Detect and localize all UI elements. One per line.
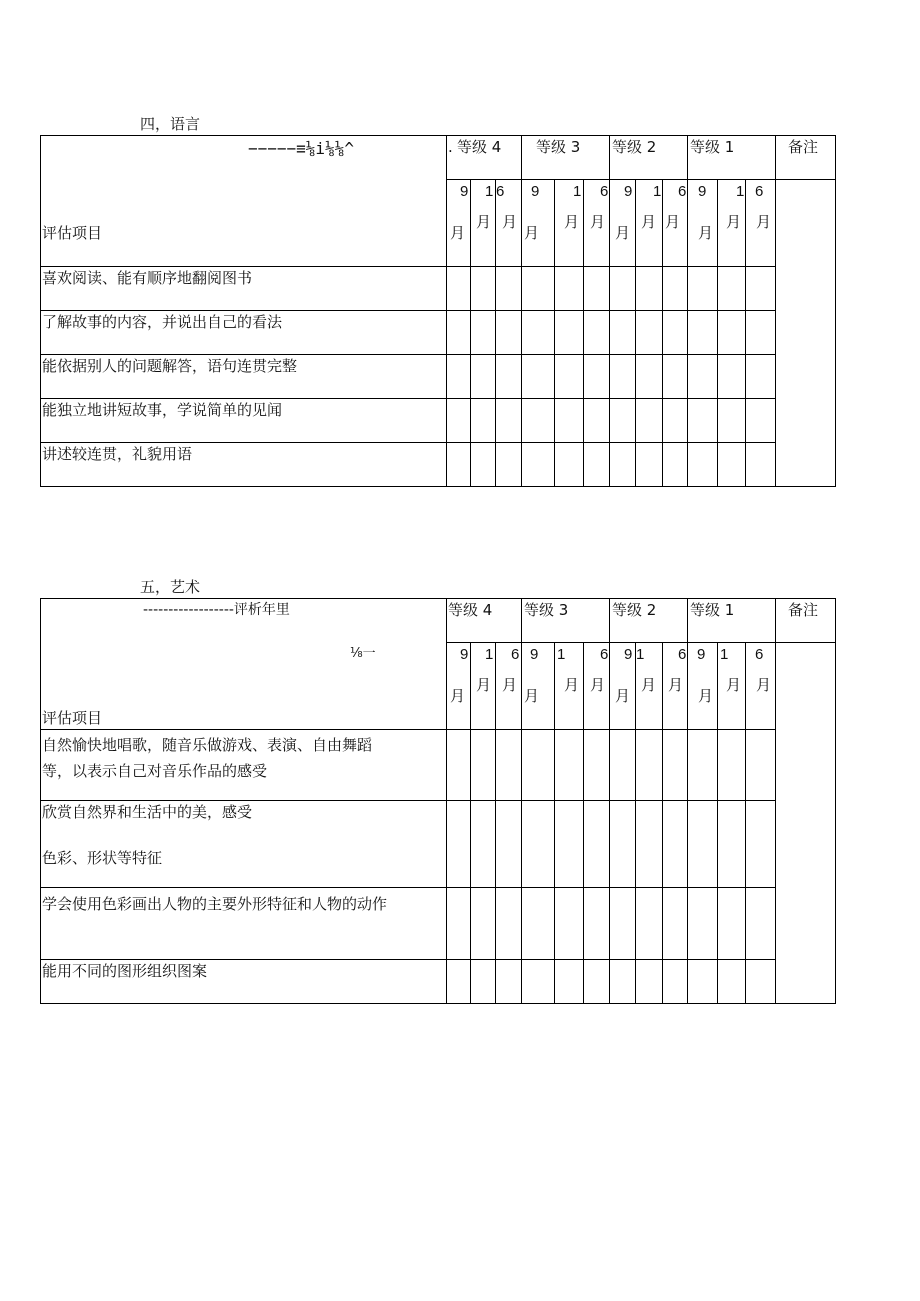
month-char: 月: [502, 213, 518, 231]
month-digit: 1: [557, 646, 566, 663]
col-divider: [609, 135, 610, 487]
level-2-header: 等级 2: [612, 601, 657, 619]
table-row-label: 喜欢阅读、能有顺序地翻阅图书: [42, 269, 253, 287]
row-divider: [40, 887, 776, 888]
col-divider: [717, 179, 718, 487]
month-char: 月: [726, 676, 742, 694]
table-border-left: [40, 135, 41, 487]
level-3-header: 等级 3: [536, 138, 581, 156]
month-digit: 9: [531, 183, 540, 200]
header-garbled-text: ------------------评析年里: [143, 602, 290, 618]
month-digit: 9: [460, 646, 469, 663]
month-digit: 1: [636, 646, 645, 663]
month-char: 月: [756, 213, 772, 231]
col-divider: [609, 598, 610, 1004]
col-divider: [717, 642, 718, 1004]
table-border-right: [835, 135, 836, 487]
table-row-label: 能用不同的图形组织图案: [42, 962, 208, 980]
table-row-label: 能依据别人的问题解答，语句连贯完整: [42, 357, 298, 375]
month-char: 月: [476, 213, 492, 231]
table-row-label: 能独立地讲短故事，学说简单的见闻: [42, 401, 283, 419]
header-divider: [446, 642, 836, 643]
level-4-header: 等级 4: [448, 601, 493, 619]
month-digit: 1: [573, 183, 582, 200]
level-3-header: 等级 3: [524, 601, 569, 619]
section-title: 五，艺术: [140, 578, 201, 596]
col-divider: [662, 179, 663, 487]
header-garbled-text-2: ⅛一: [350, 646, 376, 661]
month-char: 月: [476, 676, 492, 694]
month-char: 月: [641, 213, 657, 231]
col-divider: [635, 642, 636, 1004]
month-char: 月: [450, 224, 466, 242]
col-divider: [745, 179, 746, 487]
col-divider: [583, 642, 584, 1004]
table-row-label: 欣赏自然界和生活中的美，感受: [42, 803, 253, 821]
table-row-label: 了解故事的内容，并说出自己的看法: [42, 313, 283, 331]
month-char: 月: [450, 687, 466, 705]
month-digit: 1: [720, 646, 729, 663]
month-char: 月: [564, 676, 580, 694]
month-char: 月: [524, 224, 540, 242]
remark-header: 备注: [788, 601, 819, 619]
month-char: 月: [590, 676, 606, 694]
month-digit: 9: [624, 646, 633, 663]
table-row-label: 讲述较连贯，礼貌用语: [42, 445, 193, 463]
month-char: 月: [564, 213, 580, 231]
col-divider: [662, 642, 663, 1004]
col-divider: [495, 179, 496, 487]
month-char: 月: [756, 676, 772, 694]
table-row-label: 自然愉快地唱歌，随音乐做游戏、表演、自由舞蹈: [42, 736, 373, 754]
month-char: 月: [641, 676, 657, 694]
col-divider: [470, 642, 471, 1004]
month-char: 月: [615, 224, 631, 242]
month-char: 月: [665, 213, 681, 231]
month-digit: 9: [698, 183, 707, 200]
month-digit: 6: [755, 183, 764, 200]
level-4-header: 等级 4: [457, 138, 502, 156]
table-row-label: 学会使用色彩画出人物的主要外形特征和人物的动作: [42, 895, 388, 913]
col-divider: [554, 642, 555, 1004]
col-divider: [446, 598, 447, 1004]
month-char: 月: [726, 213, 742, 231]
month-digit: 9: [697, 646, 706, 663]
col-divider: [583, 179, 584, 487]
month-digit: 9: [530, 646, 539, 663]
month-digit: 6: [600, 183, 609, 200]
col-divider: [495, 642, 496, 1004]
col-divider: [775, 135, 776, 487]
col-divider: [470, 179, 471, 487]
col-divider: [745, 642, 746, 1004]
item-label: 评估项目: [42, 224, 103, 242]
month-char: 月: [590, 213, 606, 231]
table-row-label: 等，以表示自己对音乐作品的感受: [42, 762, 268, 780]
month-char: 月: [524, 687, 540, 705]
col-divider: [635, 179, 636, 487]
month-digit: 1: [485, 646, 494, 663]
month-digit: 1: [653, 183, 662, 200]
month-digit: 6: [755, 646, 764, 663]
row-divider: [40, 729, 776, 730]
item-label: 评估项目: [42, 709, 103, 727]
col-divider: [775, 598, 776, 1004]
remark-header: 备注: [788, 138, 819, 156]
month-char: 月: [698, 687, 714, 705]
month-digit: 6: [678, 183, 687, 200]
table-border-right: [835, 598, 836, 1004]
col-divider: [521, 135, 522, 487]
month-digit: 1: [736, 183, 745, 200]
header-garbled-text: −−−−−≡⅛i⅛⅛^: [248, 139, 354, 158]
level-1-header: 等级 1: [690, 601, 735, 619]
col-divider: [446, 135, 447, 487]
col-divider: [687, 135, 688, 487]
month-digit: 6: [496, 183, 505, 200]
month-digit: 6: [678, 646, 687, 663]
col-divider: [554, 179, 555, 487]
header-divider: [446, 179, 836, 180]
month-digit: 1: [485, 183, 494, 200]
month-digit: 9: [624, 183, 633, 200]
table-border-top: [40, 135, 836, 136]
col-divider: [687, 598, 688, 1004]
level-2-header: 等级 2: [612, 138, 657, 156]
month-char: 月: [615, 687, 631, 705]
col-divider: [521, 598, 522, 1004]
month-digit: 6: [600, 646, 609, 663]
table-row-label: 色彩、形状等特征: [42, 849, 163, 867]
month-digit: 6: [511, 646, 520, 663]
level-1-header: 等级 1: [690, 138, 735, 156]
header-dot: .: [448, 138, 453, 156]
month-char: 月: [698, 224, 714, 242]
month-char: 月: [668, 676, 684, 694]
table-border-top: [40, 598, 836, 599]
section-title: 四，语言: [140, 115, 201, 133]
table-border-left: [40, 598, 41, 1004]
month-char: 月: [502, 676, 518, 694]
month-digit: 9: [460, 183, 469, 200]
